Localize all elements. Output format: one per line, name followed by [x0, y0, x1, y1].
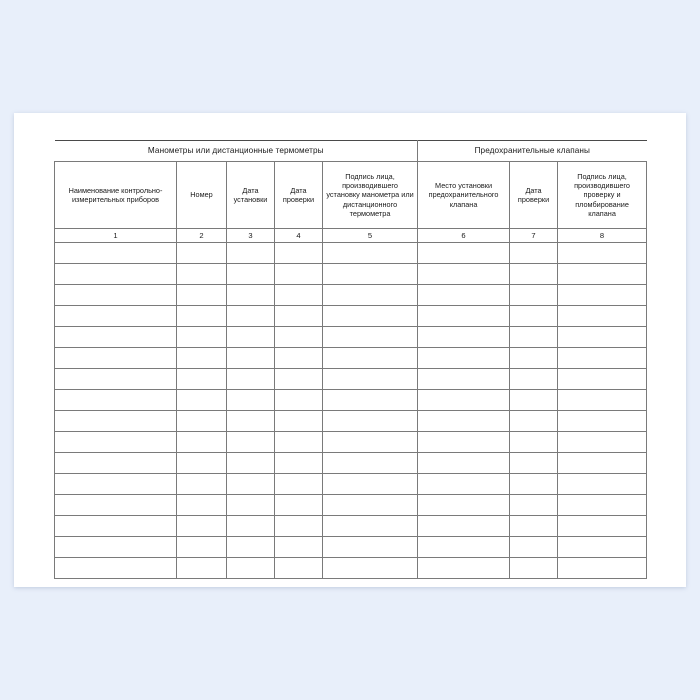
column-header-valve-location: Место установки предохранительного клапана	[418, 162, 510, 229]
table-cell[interactable]	[275, 369, 323, 390]
table-cell[interactable]	[55, 432, 177, 453]
column-number-8: 8	[558, 229, 647, 243]
column-number-6: 6	[418, 229, 510, 243]
table-cell[interactable]	[275, 243, 323, 264]
table-cell[interactable]	[177, 327, 227, 348]
table-cell[interactable]	[510, 411, 558, 432]
column-number-row	[55, 229, 647, 243]
table-cell[interactable]	[510, 243, 558, 264]
table-cell[interactable]	[55, 348, 177, 369]
table-row	[55, 390, 647, 411]
table-cell[interactable]	[275, 558, 323, 579]
table-cell[interactable]	[275, 411, 323, 432]
table-cell[interactable]	[275, 537, 323, 558]
table-cell[interactable]	[177, 474, 227, 495]
table-cell[interactable]	[55, 243, 177, 264]
table-cell[interactable]	[558, 474, 647, 495]
table-row	[55, 495, 647, 516]
table-cell[interactable]	[177, 537, 227, 558]
column-header-valve-check-date: Дата проверки	[510, 162, 558, 229]
column-header-check-date: Дата проверки	[275, 162, 323, 229]
table-cell[interactable]	[418, 327, 510, 348]
table-cell[interactable]	[177, 495, 227, 516]
table-cell[interactable]	[558, 264, 647, 285]
table-cell[interactable]	[323, 369, 418, 390]
table-cell[interactable]	[275, 327, 323, 348]
table-cell[interactable]	[418, 306, 510, 327]
table-cell[interactable]	[510, 474, 558, 495]
table-cell[interactable]	[227, 369, 275, 390]
table-cell[interactable]	[55, 264, 177, 285]
table-cell[interactable]	[55, 558, 177, 579]
table-cell[interactable]	[177, 432, 227, 453]
table-cell[interactable]	[558, 558, 647, 579]
column-header-instrument-name: Наименование контрольно-измерительных приборов	[55, 162, 177, 229]
table-cell[interactable]	[55, 516, 177, 537]
table-row	[55, 453, 647, 474]
table-cell[interactable]	[558, 495, 647, 516]
table-cell[interactable]	[177, 516, 227, 537]
table-cell[interactable]	[177, 453, 227, 474]
column-number-7: 7	[510, 229, 558, 243]
column-header-installer-signature: Подпись лица, производившего установку манометра или дистанционного термометра	[323, 162, 418, 229]
table-cell[interactable]	[418, 516, 510, 537]
group-header-row	[55, 141, 647, 162]
table-cell[interactable]	[177, 558, 227, 579]
table-row	[55, 516, 647, 537]
table-cell[interactable]	[275, 348, 323, 369]
table-cell[interactable]	[510, 369, 558, 390]
table-cell[interactable]	[558, 327, 647, 348]
table-cell[interactable]	[558, 390, 647, 411]
table-cell[interactable]	[177, 411, 227, 432]
table-cell[interactable]	[323, 390, 418, 411]
table-row	[55, 306, 647, 327]
table-cell[interactable]	[323, 306, 418, 327]
table-cell[interactable]	[55, 369, 177, 390]
column-header-number: Номер	[177, 162, 227, 229]
table-row	[55, 474, 647, 495]
column-header-row	[55, 162, 647, 229]
column-number-4: 4	[275, 229, 323, 243]
table-cell[interactable]	[275, 474, 323, 495]
table-cell[interactable]	[558, 411, 647, 432]
table-cell[interactable]	[177, 264, 227, 285]
table-cell[interactable]	[418, 348, 510, 369]
table-cell[interactable]	[275, 390, 323, 411]
table-cell[interactable]	[55, 306, 177, 327]
table-cell[interactable]	[227, 243, 275, 264]
table-cell[interactable]	[323, 495, 418, 516]
table-cell[interactable]	[227, 411, 275, 432]
table-cell[interactable]	[418, 453, 510, 474]
table-cell[interactable]	[418, 432, 510, 453]
table-cell[interactable]	[510, 432, 558, 453]
table-cell[interactable]	[323, 348, 418, 369]
table-cell[interactable]	[510, 537, 558, 558]
table-cell[interactable]	[418, 537, 510, 558]
table-cell[interactable]	[227, 348, 275, 369]
table-cell[interactable]	[55, 453, 177, 474]
column-header-install-date: Дата установки	[227, 162, 275, 229]
table-cell[interactable]	[510, 264, 558, 285]
table-cell[interactable]	[227, 390, 275, 411]
table-cell[interactable]	[510, 348, 558, 369]
table-cell[interactable]	[227, 558, 275, 579]
table-cell[interactable]	[418, 474, 510, 495]
table-row	[55, 327, 647, 348]
column-number-5: 5	[323, 229, 418, 243]
table-cell[interactable]	[510, 390, 558, 411]
table-cell[interactable]	[510, 495, 558, 516]
table-cell[interactable]	[323, 411, 418, 432]
table-cell[interactable]	[177, 390, 227, 411]
table-cell[interactable]	[275, 264, 323, 285]
table-cell[interactable]	[323, 558, 418, 579]
journal-table-area	[54, 140, 646, 565]
table-cell[interactable]	[55, 327, 177, 348]
table-cell[interactable]	[227, 537, 275, 558]
table-cell[interactable]	[510, 516, 558, 537]
group-header-gauges: Манометры или дистанционные термометры	[55, 141, 418, 162]
table-cell[interactable]	[510, 285, 558, 306]
table-cell[interactable]	[323, 537, 418, 558]
table-cell[interactable]	[275, 432, 323, 453]
table-cell[interactable]	[418, 264, 510, 285]
table-cell[interactable]	[55, 474, 177, 495]
table-cell[interactable]	[227, 264, 275, 285]
table-cell[interactable]	[55, 390, 177, 411]
table-cell[interactable]	[558, 348, 647, 369]
table-cell[interactable]	[418, 411, 510, 432]
column-number-3: 3	[227, 229, 275, 243]
table-cell[interactable]	[177, 306, 227, 327]
table-cell[interactable]	[558, 537, 647, 558]
table-cell[interactable]	[227, 453, 275, 474]
table-cell[interactable]	[418, 558, 510, 579]
table-cell[interactable]	[510, 306, 558, 327]
table-cell[interactable]	[227, 495, 275, 516]
table-cell[interactable]	[510, 453, 558, 474]
table-row	[55, 243, 647, 264]
table-cell[interactable]	[55, 411, 177, 432]
table-cell[interactable]	[558, 306, 647, 327]
column-number-2: 2	[177, 229, 227, 243]
table-cell[interactable]	[227, 474, 275, 495]
table-cell[interactable]	[558, 243, 647, 264]
table-cell[interactable]	[418, 243, 510, 264]
table-cell[interactable]	[418, 495, 510, 516]
table-cell[interactable]	[323, 285, 418, 306]
table-cell[interactable]	[418, 369, 510, 390]
table-row	[55, 537, 647, 558]
table-row	[55, 285, 647, 306]
table-cell[interactable]	[275, 453, 323, 474]
table-cell[interactable]	[227, 285, 275, 306]
table-row	[55, 558, 647, 579]
table-row	[55, 369, 647, 390]
table-cell[interactable]	[418, 285, 510, 306]
table-row	[55, 432, 647, 453]
table-cell[interactable]	[323, 327, 418, 348]
paper-sheet	[14, 113, 686, 587]
table-cell[interactable]	[227, 306, 275, 327]
table-cell[interactable]	[323, 474, 418, 495]
table-cell[interactable]	[177, 243, 227, 264]
group-header-valves: Предохранительные клапаны	[418, 141, 647, 162]
table-cell[interactable]	[510, 558, 558, 579]
table-cell[interactable]	[558, 369, 647, 390]
table-cell[interactable]	[275, 306, 323, 327]
table-cell[interactable]	[177, 348, 227, 369]
table-cell[interactable]	[558, 285, 647, 306]
table-row	[55, 411, 647, 432]
table-cell[interactable]	[275, 516, 323, 537]
table-cell[interactable]	[323, 264, 418, 285]
table-cell[interactable]	[510, 327, 558, 348]
inspection-journal-table	[54, 140, 647, 579]
column-header-valve-signature: Подпись лица, производившего проверку и пломбирование клапана	[558, 162, 647, 229]
table-row	[55, 348, 647, 369]
column-number-1: 1	[55, 229, 177, 243]
table-cell[interactable]	[227, 327, 275, 348]
table-cell[interactable]	[558, 453, 647, 474]
table-row	[55, 264, 647, 285]
table-cell[interactable]	[323, 432, 418, 453]
table-cell[interactable]	[177, 285, 227, 306]
table-cell[interactable]	[177, 369, 227, 390]
table-cell[interactable]	[323, 453, 418, 474]
table-cell[interactable]	[55, 537, 177, 558]
table-cell[interactable]	[55, 285, 177, 306]
table-cell[interactable]	[275, 285, 323, 306]
table-cell[interactable]	[323, 516, 418, 537]
table-cell[interactable]	[323, 243, 418, 264]
table-cell[interactable]	[558, 432, 647, 453]
table-cell[interactable]	[55, 495, 177, 516]
table-cell[interactable]	[275, 495, 323, 516]
table-cell[interactable]	[227, 432, 275, 453]
table-cell[interactable]	[558, 516, 647, 537]
table-cell[interactable]	[227, 516, 275, 537]
table-cell[interactable]	[418, 390, 510, 411]
